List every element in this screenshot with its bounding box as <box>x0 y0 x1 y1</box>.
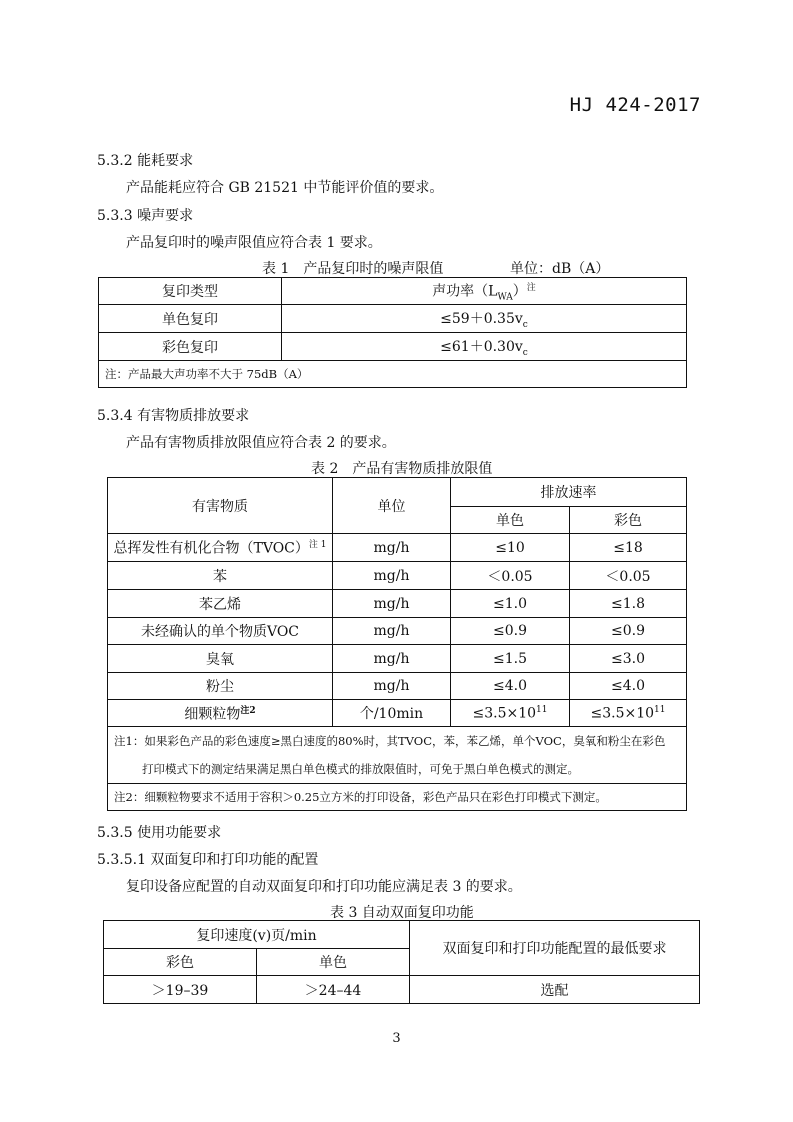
table3-col-req: 双面复印和打印功能配置的最低要求 <box>410 921 700 976</box>
table2-substance-note: 注2 <box>240 705 256 716</box>
table2-substance-cell: 臭氧 <box>108 645 333 673</box>
table2-unit-cell: mg/h <box>333 590 451 618</box>
section-5-3-2-heading: 5.3.2 能耗要求 <box>97 153 194 169</box>
table3-req-cell: 选配 <box>410 976 700 1004</box>
table2-mono-cell: ≤0.9 <box>451 618 570 645</box>
table3-mono-cell: ＞24–44 <box>257 976 410 1004</box>
table2-substance-cell: 粉尘 <box>108 673 333 700</box>
table-row <box>108 645 687 673</box>
table2-col-unit: 单位 <box>333 478 451 534</box>
table1-col-power-sub: WA <box>497 292 513 303</box>
table3-color-cell: ＞19–39 <box>104 976 257 1004</box>
table1-value-sub: c <box>522 319 528 330</box>
table-row <box>99 305 687 333</box>
table3-col-mono: 单色 <box>257 949 410 976</box>
table2-substance-text: 细颗粒物 <box>184 706 241 723</box>
table2-col-mono: 单色 <box>451 507 570 534</box>
table-row <box>108 673 687 700</box>
table3-caption: 表 3 自动双面复印功能 <box>330 905 474 921</box>
table2-mono-cell: ≤10 <box>451 534 570 562</box>
table2-mono-text: ≤3.5×10 <box>472 705 537 722</box>
table2-color-cell: ≤18 <box>570 534 687 562</box>
table2-substance-cell <box>108 700 333 727</box>
page-number: 3 <box>392 1031 401 1046</box>
table2-color-text: ≤3.5×10 <box>590 705 655 722</box>
table1-value-text: ≤61＋0.30v <box>440 338 523 355</box>
table2-substance-cell: 未经确认的单个物质VOC <box>108 618 333 645</box>
table1-header-row <box>99 278 687 305</box>
table2-caption: 表 2 产品有害物质排放限值 <box>311 461 493 477</box>
table1-value-text: ≤59＋0.35v <box>440 310 523 327</box>
table2-unit-cell: 个/10min <box>333 700 451 727</box>
table2-unit-cell: mg/h <box>333 645 451 673</box>
section-5-3-4-text: 产品有害物质排放限值应符合表 2 的要求。 <box>126 435 396 451</box>
table2-color-cell: ≤3.0 <box>570 645 687 673</box>
table3-header-row <box>104 921 700 949</box>
table1-value-cell <box>282 333 687 361</box>
table2-unit-cell: mg/h <box>333 618 451 645</box>
table2-mono-cell: ＜0.05 <box>451 562 570 590</box>
table1-unit: 单位：dB（A） <box>510 261 610 277</box>
section-5-3-2-text: 产品能耗应符合 GB 21521 中节能评价值的要求。 <box>126 180 444 196</box>
table3-col-color: 彩色 <box>104 949 257 976</box>
table2-unit-cell: mg/h <box>333 534 451 562</box>
table2-substance-note: 注 1 <box>308 540 327 551</box>
table1-col-power <box>282 278 687 305</box>
table1 <box>98 277 687 388</box>
section-5-3-5-1-heading: 5.3.5.1 双面复印和打印功能的配置 <box>97 852 319 868</box>
table1-note: 注：产品最大声功率不大于 75dB（A） <box>99 361 687 388</box>
table2-note2-row <box>108 784 687 811</box>
table1-col-power-pre: 声功率（L <box>432 283 498 300</box>
document-id: HJ 424-2017 <box>569 94 701 116</box>
table-row <box>108 700 687 727</box>
table2-color-cell: ≤1.8 <box>570 590 687 618</box>
table-row <box>108 618 687 645</box>
table2-substance-cell: 苯 <box>108 562 333 590</box>
table2-header-row <box>108 478 687 507</box>
table2-unit-cell: mg/h <box>333 673 451 700</box>
table1-col-power-post: ） <box>512 283 527 300</box>
table2-color-exponent: 11 <box>654 704 666 715</box>
table3-col-speed: 复印速度(v)页/min <box>104 921 410 949</box>
table2-note1-line2: 打印模式下的测定结果满足黑白单色模式的排放限值时，可免于黑白单色模式的测定。 <box>142 762 579 776</box>
table1-col-power-note: 注 <box>526 282 536 293</box>
section-5-3-3-heading: 5.3.3 噪声要求 <box>97 208 194 224</box>
section-5-3-5-heading: 5.3.5 使用功能要求 <box>97 825 222 841</box>
table2-color-cell <box>570 700 687 727</box>
table2-mono-exponent: 11 <box>536 704 548 715</box>
table2-color-cell: ＜0.05 <box>570 562 687 590</box>
table2-note1-row <box>108 727 687 784</box>
table-row <box>108 590 687 618</box>
table3 <box>103 920 700 1004</box>
table1-col-type: 复印类型 <box>99 278 282 305</box>
table2 <box>107 477 687 811</box>
section-5-3-3-text: 产品复印时的噪声限值应符合表 1 要求。 <box>126 235 382 251</box>
table1-caption: 表 1 产品复印时的噪声限值 <box>262 261 444 277</box>
section-5-3-4-heading: 5.3.4 有害物质排放要求 <box>97 408 250 424</box>
table2-col-color: 彩色 <box>570 507 687 534</box>
table2-mono-cell: ≤4.0 <box>451 673 570 700</box>
table2-col-rate: 排放速率 <box>451 478 687 507</box>
table2-unit-cell: mg/h <box>333 562 451 590</box>
table2-note1 <box>108 727 687 784</box>
table1-type-cell: 单色复印 <box>99 305 282 333</box>
table2-substance-cell <box>108 534 333 562</box>
table2-mono-cell <box>451 700 570 727</box>
table-row <box>108 562 687 590</box>
table-row <box>104 976 700 1004</box>
table2-substance-text: 总挥发性有机化合物（TVOC） <box>113 540 309 557</box>
section-5-3-5-1-text: 复印设备应配置的自动双面复印和打印功能应满足表 3 的要求。 <box>126 879 522 895</box>
table2-col-substance: 有害物质 <box>108 478 333 534</box>
table1-note-row <box>99 361 687 388</box>
table2-mono-cell: ≤1.5 <box>451 645 570 673</box>
table-row <box>108 534 687 562</box>
table2-color-cell: ≤0.9 <box>570 618 687 645</box>
table1-value-sub: c <box>522 347 528 358</box>
table2-substance-cell: 苯乙烯 <box>108 590 333 618</box>
table1-type-cell: 彩色复印 <box>99 333 282 361</box>
table1-value-cell <box>282 305 687 333</box>
table2-color-cell: ≤4.0 <box>570 673 687 700</box>
table-row <box>99 333 687 361</box>
table2-note2: 注2：细颗粒物要求不适用于容积＞0.25立方米的打印设备，彩色产品只在彩色打印模式下测定。 <box>108 784 687 811</box>
table2-note1-line1: 注1：如果彩色产品的彩色速度≥黑白速度的80%时，其TVOC，苯，苯乙烯，单个VOC，臭氧和粉尘在彩色 <box>114 734 666 748</box>
table2-mono-cell: ≤1.0 <box>451 590 570 618</box>
